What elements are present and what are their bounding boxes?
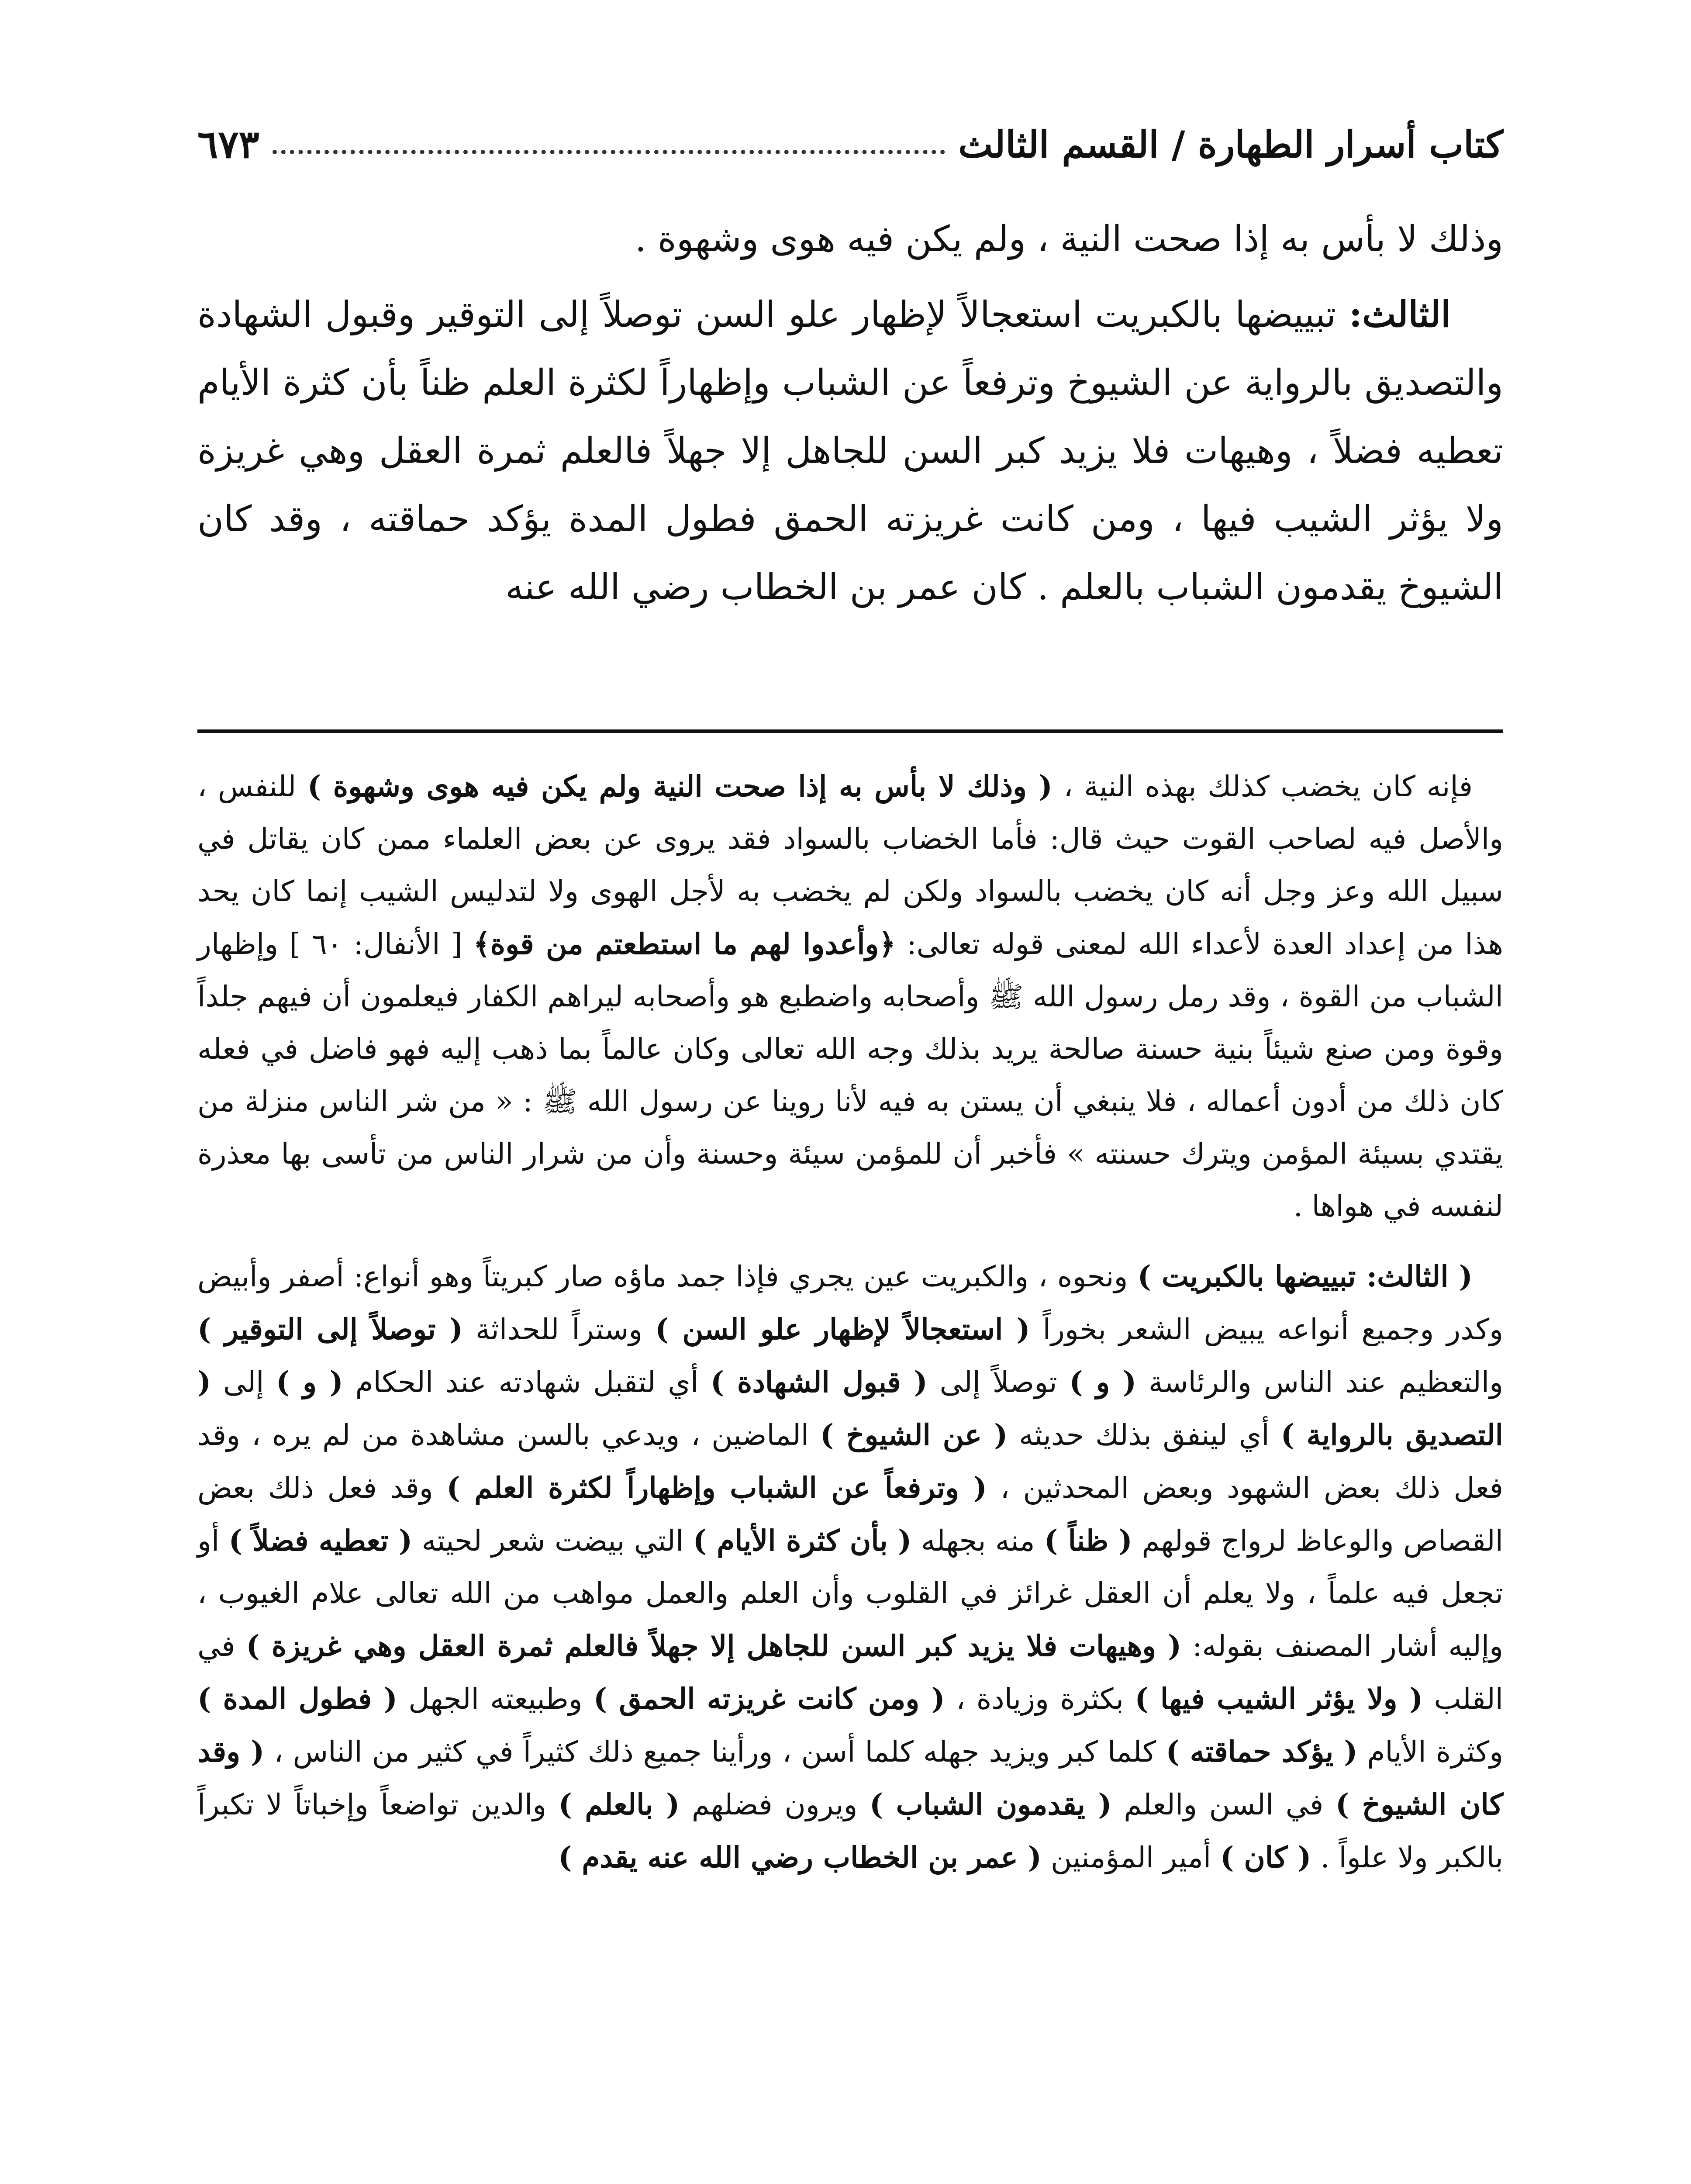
commentary-text: ويرون فضلهم <box>680 1788 870 1821</box>
commentary-paragraph <box>197 1250 1503 1884</box>
quoted-matn-text: ( توصلاً إلى التوقير ) <box>197 1312 463 1346</box>
commentary-text: التي بيضت شعر لحيته <box>412 1524 693 1558</box>
commentary-text: وستراً للحداثة <box>463 1313 656 1346</box>
commentary-text: ونحوه ، والكبريت عين يجري فإذا جمد ماؤه صار كبريتاً وهو أنواع: أصفر وأبيض وكدر وجميع أنواعه يبيض الشعر بخوراً <box>197 1260 1504 1346</box>
quoted-matn-text: ( قبول الشهادة ) <box>710 1365 928 1399</box>
quoted-matn-text: ( ولا يؤثر الشيب فيها ) <box>1135 1682 1423 1716</box>
running-header <box>197 118 1503 170</box>
commentary-text: أي لينفق بذلك حديثه <box>1008 1418 1281 1452</box>
quoted-matn-text: ( بالعلم ) <box>558 1787 680 1821</box>
page-number: ٦٧٣ <box>197 121 259 167</box>
quoted-matn-text: ( عمر بن الخطاب رضي الله عنه يقدم ) <box>558 1840 1042 1874</box>
commentary-text: للنفس ، والأصل فيه لصاحب القوت حيث قال: فأما الخضاب بالسواد فقد يروى عن بعض العلماء ممن كان يقاتل في سبيل الله وعز وجل أنه كان يخضب بالسواد ولكن لم يخضب به لأجل الهوى ولا لتدليس الشيب إنما كان يحد هذا من إعداد العدة لأعداء الله لمعنى قوله تعالى: <box>197 770 1503 961</box>
quoted-matn-text: ( ومن كانت غريزته الحمق ) <box>593 1682 945 1716</box>
quoted-matn-text: ( كان ) <box>1220 1840 1311 1874</box>
main-paragraph-text: تبييضها بالكبريت استعجالاً لإظهار علو السن توصلاً إلى التوقير وقبول الشهادة والتصديق بالرواية عن الشيوخ وترفعاً عن الشباب وإظهاراً لكثرة العلم ظناً بأن كثرة الأيام تعطيه فضلاً ، وهيهات فلا يزيد كبر السن للجاهل إلا جهلاً فالعلم ثمرة العقل وهي غريزة ولا يؤثر الشيب فيها ، ومن كانت غريزته الحمق فطول المدة يؤكد حماقته ، وقد كان الشيوخ يقدمون الشباب بالعلم . كان عمر بن الخطاب رضي الله عنه <box>197 294 1503 608</box>
commentary-text: منه بجهله <box>911 1524 1044 1558</box>
section-label: الثالث: <box>1349 294 1451 335</box>
footnote-separator <box>197 729 1503 733</box>
commentary-text: أي لتقبل شهادته عند الحكام <box>343 1365 711 1399</box>
quoted-matn-text: ( تعطيه فضلاً ) <box>228 1524 413 1558</box>
quoted-matn-text: ( وقد كان الشيوخ ) <box>197 1735 1504 1821</box>
quoted-matn-text: ( و ) <box>276 1365 343 1399</box>
commentary-text: الماضين ، ويدعي بالسن مشاهدة من لم يره ، وقد فعل ذلك بعض الشهود وبعض المحدثين ، <box>197 1418 1504 1505</box>
quoted-matn-text: ( وترفعاً عن الشباب وإظهاراً لكثرة العلم ) <box>446 1471 987 1505</box>
quoted-matn-text: ( يؤكد حماقته ) <box>1166 1735 1358 1769</box>
main-text <box>197 205 1503 622</box>
commentary-text: بكثرة وزيادة ، <box>945 1682 1135 1716</box>
header-dot-leader <box>273 150 945 154</box>
quoted-matn-text: ( وهيهات فلا يزيد كبر السن للجاهل إلا جهلاً فالعلم ثمرة العقل وهي غريزة ) <box>246 1629 1182 1663</box>
commentary-text: [ الأنفال: ٦٠ ] وإظهار الشباب من القوة ، وقد رمل رسول الله ﷺ وأصحابه واضطبع هو وأصحابه ليراهم الكفار فيعلمون أن فيهم جلداً وقوة ومن صنع شيئاً بنية حسنة صالحة يريد بذلك وجه الله تعالى وكان عالماً بما ذهب إليه فهو فاضل في فعله كان ذلك من أدون أعماله ، فلا ينبغي أن يستن به فيه لأنا روينا عن رسول الله ﷺ : « من شر الناس منزلة من يقتدي بسيئة المؤمن ويترك حسنته » فأخبر أن للمؤمن سيئة وحسنة وأن من شرار الناس من تأسى بها معذرة لنفسه في هواها . <box>197 927 1503 1223</box>
commentary-text: كلما كبر ويزيد جهله كلما أسن ، ورأينا جميع ذلك كثيراً في كثير من الناس ، <box>264 1735 1166 1769</box>
commentary-text: إلى <box>211 1365 276 1399</box>
commentary-text: أو تجعل فيه علماً ، ولا يعلم أن العقل غرائز في القلوب وأن العلم والعمل مواهب من الله تعالى علام الغيوب ، وإليه أشار المصنف بقوله: <box>197 1524 1504 1663</box>
main-paragraph-text: وذلك لا بأس به إذا صحت النية ، ولم يكن فيه هوى وشهوة . <box>635 218 1503 260</box>
commentary-text: وقد فعل ذلك بعض القصاص والوعاظ لرواج قولهم <box>197 1471 1503 1558</box>
quoted-matn-text: ( ظناً ) <box>1044 1524 1132 1558</box>
quoted-matn-text: ( فطول المدة ) <box>197 1682 397 1716</box>
commentary-text: وطبيعته الجهل <box>397 1682 594 1716</box>
commentary-paragraph <box>197 760 1503 1233</box>
quoted-matn-text: ﴿وأعدوا لهم ما استطعتم من قوة﴾ <box>473 927 896 961</box>
commentary-text: أمير المؤمنين <box>1042 1841 1221 1874</box>
quoted-matn-text: ( الثالث: تبييضها بالكبريت ) <box>1137 1259 1473 1293</box>
commentary-text: في السن والعلم <box>1111 1788 1336 1821</box>
quoted-matn-text: ( بأن كثرة الأيام ) <box>693 1524 912 1558</box>
commentary <box>197 760 1503 1884</box>
main-paragraph <box>197 205 1503 273</box>
quoted-matn-text: ( استعجالاً لإظهار علو السن ) <box>655 1312 1030 1346</box>
commentary-text: وكثرة الأيام <box>1357 1735 1503 1769</box>
commentary-text: والتعظيم عند الناس والرئاسة <box>1136 1365 1503 1399</box>
quoted-matn-text: ( التصديق بالرواية ) <box>197 1365 1504 1452</box>
commentary-text: والدين تواضعاً وإخباتاً لا تكبراً بالكبر ولا علواً . <box>197 1788 1503 1874</box>
commentary-text: فإنه كان يخضب كذلك بهذه النية ، <box>1052 770 1473 803</box>
quoted-matn-text: ( و ) <box>1069 1365 1137 1399</box>
quoted-matn-text: ( وذلك لا بأس به إذا صحت النية ولم يكن فيه هوى وشهوة ) <box>307 769 1053 803</box>
quoted-matn-text: ( يقدمون الشباب ) <box>869 1787 1112 1821</box>
main-paragraph <box>197 280 1503 622</box>
commentary-text: توصلاً إلى <box>927 1365 1070 1399</box>
quoted-matn-text: ( عن الشيوخ ) <box>820 1418 1008 1452</box>
running-header-title: كتاب أسرار الطهارة / القسم الثالث <box>958 122 1503 166</box>
commentary-text: في القلب <box>197 1629 1504 1716</box>
